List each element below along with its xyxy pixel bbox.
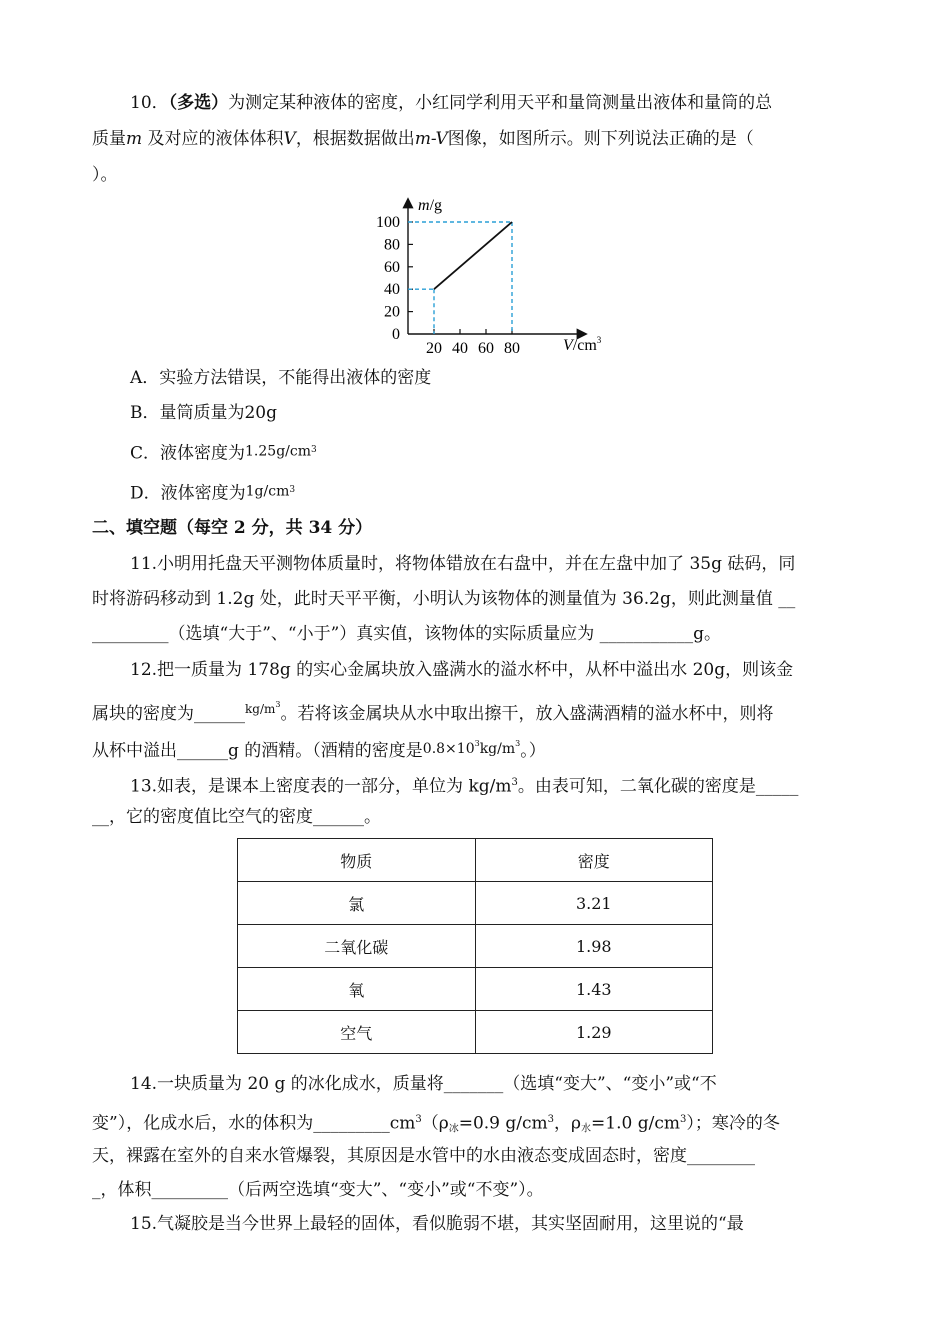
y-tick-label: 60 <box>384 258 400 276</box>
q14-line3: 天，裸露在室外的自来水管爆裂，其原因是水管中的水由液态变成固态时，密度________ <box>92 1146 755 1166</box>
table-header-row <box>238 839 713 882</box>
table-cell: 二氧化碳 <box>238 925 476 968</box>
table-row <box>238 925 713 968</box>
q10-V: V <box>283 129 296 149</box>
q10-option-c-value: 1.25g/cm <box>245 443 311 460</box>
q12-line3-a: 从杯中溢出______g 的酒精。（酒精的密度是 <box>92 741 423 761</box>
q12-density: 0.8×10 <box>422 741 475 757</box>
q14-sup2: 3 <box>547 1114 555 1125</box>
table-header: 物质 <box>238 839 476 882</box>
q11-line2: 时将游码移动到 1.2g 处，此时天平平衡，小明认为该物体的测量值为 36.2g，则此测量值 __ <box>92 589 796 609</box>
table-row <box>238 1011 713 1054</box>
q14-sub-ice: 冰 <box>448 1123 459 1135</box>
q10-number: 10． <box>130 93 169 113</box>
x-tick-label: 60 <box>478 340 494 357</box>
q10-option-d-sup: 3 <box>289 485 296 495</box>
q11-line3: _________（选填“大于”、“小于”）真实值，该物体的实际质量应为 ___________g。 <box>92 624 722 644</box>
y-tick-label: 100 <box>376 214 400 231</box>
q14-sup1: 3 <box>415 1114 422 1125</box>
q12-density-exp: 3 <box>474 739 480 748</box>
q10-option-c-sup: 3 <box>310 445 317 455</box>
section-title: 二、填空题（每空 2 分，共 34 分） <box>92 518 373 538</box>
y-tick-label: 80 <box>384 236 400 254</box>
q15-line1: 15.气凝胶是当今世界上最轻的固体，看似脆弱不堪，其实坚固耐用，这里说的“最 <box>130 1214 744 1234</box>
q10-text-1: 为测定某种液体的密度，小红同学利用天平和量筒测量出液体和量筒的总 <box>228 93 773 113</box>
table-cell: 1.29 <box>475 1011 713 1054</box>
table-cell: 3.21 <box>475 882 713 925</box>
x-axis-label: $V/cm^3$ <box>563 335 602 354</box>
q12-density-unit-sup: 3 <box>515 739 521 748</box>
x-tick-label: 20 <box>426 340 442 357</box>
table-row <box>238 882 713 925</box>
q14-line1: 14.一块质量为 20 g 的冰化成水，质量将_______（选填“变大”、“变小”或“不 <box>130 1074 717 1094</box>
q10-m: m <box>126 129 143 149</box>
q14-sup3: 3 <box>679 1114 687 1125</box>
table-cell: 1.43 <box>475 968 713 1011</box>
q12-line3-b: 。） <box>520 741 546 761</box>
density-table <box>237 838 713 1054</box>
y-tick-label: 20 <box>384 303 400 321</box>
x-tick-label: 80 <box>504 340 520 357</box>
table-cell: 空气 <box>238 1011 476 1054</box>
y-tick-label: 40 <box>384 281 400 299</box>
q10-option-c <box>130 432 317 472</box>
q14-ice-density: =0.9 g/cm <box>458 1113 548 1134</box>
q14-line2-f: ）；寒冷的冬 <box>686 1113 780 1134</box>
y-tick-label: 0 <box>392 326 400 343</box>
q12-line2-b: 。若将该金属块从水中取出擦干，放入盛满酒精的溢水杯中，则将 <box>280 704 774 724</box>
table-cell: 氧 <box>238 968 476 1011</box>
q12-line1: 12.把一质量为 178g 的实心金属块放入盛满水的溢水杯中，从杯中溢出水 20g，则该金 <box>130 660 794 680</box>
q10-text-2d: 图像，如图所示。则下列说法正确的是（ <box>447 129 754 149</box>
q10-option-b: B．量筒质量为20g <box>130 403 278 423</box>
table-cell: 1.98 <box>475 925 713 968</box>
q10-text-2b: 及对应的液体体积 <box>147 129 284 149</box>
q14-water-density: =1.0 g/cm <box>591 1113 680 1134</box>
q10-text-2c: ，根据数据做出 <box>295 129 415 149</box>
q14-line4: _，体积_________（后两空选填“变大”、“变小”或“不变”）。 <box>92 1180 544 1200</box>
q14-rho-water: ，ρ <box>554 1113 582 1134</box>
q11-line1: 11.小明用托盘天平测物体质量时，将物体错放在右盘中，并在左盘中加了 35g 砝码，同 <box>130 554 796 574</box>
q10-option-c-label: C．液体密度为 <box>130 443 246 464</box>
q13-line1-a: 13.如表，是课本上密度表的一部分，单位为 kg/m <box>130 776 512 797</box>
q10-option-d-value: 1g/cm <box>245 483 290 500</box>
q13-unit-sup: 3 <box>511 777 518 788</box>
x-tick-label: 40 <box>452 340 468 357</box>
q12-line2-a: 属块的密度为______ <box>92 704 245 724</box>
q10-option-a: A．实验方法错误，不能得出液体的密度 <box>130 368 432 388</box>
q10-mV: m-V <box>414 129 448 149</box>
q12-line3 <box>92 726 546 769</box>
q12-unit: kg/m <box>245 702 276 716</box>
q10-option-d-label: D．液体密度为 <box>130 483 246 504</box>
y-axis-label: m/g <box>418 197 443 214</box>
q14-line2-a: 变”），化成水后，水的体积为_________cm <box>92 1113 416 1134</box>
table-header: 密度 <box>475 839 713 882</box>
table-cell: 氯 <box>238 882 476 925</box>
q14-rho-ice: （ρ <box>421 1113 449 1134</box>
table-row <box>238 968 713 1011</box>
q12-density-unit: kg/m <box>479 741 516 757</box>
q10-tag: （多选） <box>168 93 229 113</box>
m-v-graph <box>360 190 620 360</box>
q10-text-2a: 质量 <box>92 129 126 149</box>
q10-line2 <box>92 121 754 157</box>
q13-line2: __，它的密度值比空气的密度______。 <box>92 807 381 827</box>
q14-sub-water: 水 <box>581 1123 592 1135</box>
q10-line3: ）。 <box>92 165 118 185</box>
q10-option-d <box>130 472 295 512</box>
q13-line1-b: 。由表可知，二氧化碳的密度是_____ <box>517 776 799 797</box>
q10-line1 <box>130 85 772 121</box>
data-series-line <box>434 222 512 289</box>
q12-unit-sup: 3 <box>275 700 281 709</box>
